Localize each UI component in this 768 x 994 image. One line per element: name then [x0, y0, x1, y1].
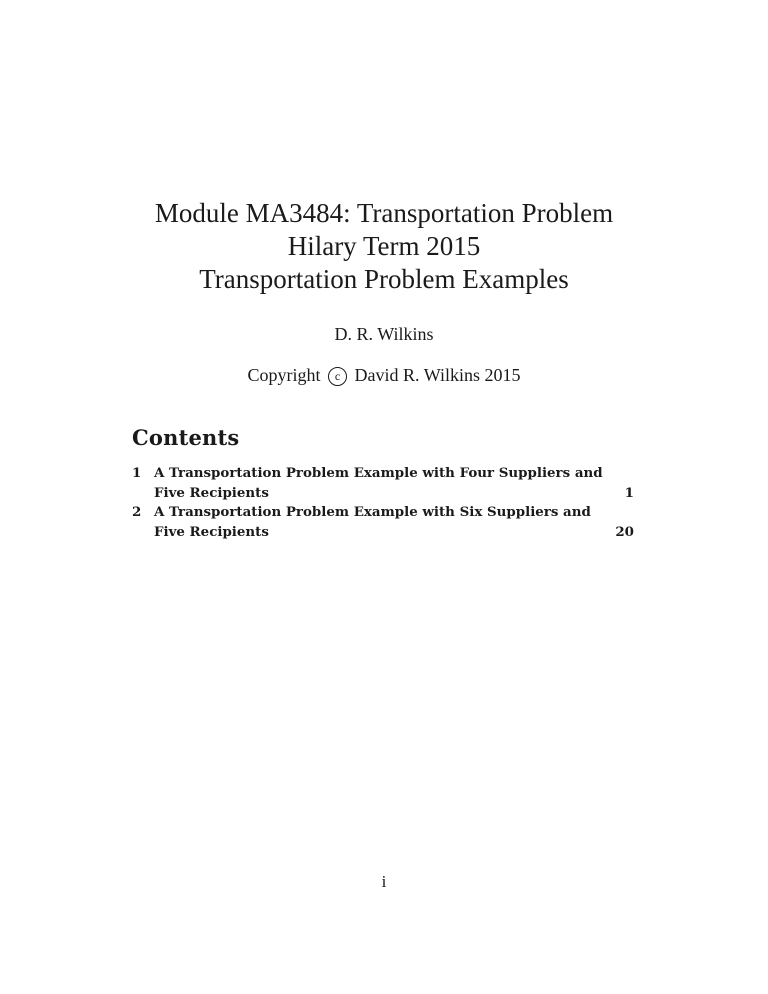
toc-entry-title [154, 463, 603, 503]
toc-entry-title [154, 502, 594, 542]
page-number: i [381, 872, 387, 891]
copyright-notice [0, 365, 768, 386]
toc-entry-title-line: Five Recipients [154, 485, 269, 501]
toc-entry-title-line: A Transportation Problem Example with Six Suppliers and [154, 504, 591, 520]
toc-entry-title-line: A Transportation Problem Example with Four Suppliers and [154, 465, 603, 481]
title-line-subject: Transportation Problem Examples [199, 264, 569, 294]
toc-entry-page: 20 [615, 524, 634, 540]
copyright-prefix: Copyright [247, 365, 321, 385]
toc-entry-number: 1 [132, 465, 142, 481]
toc-entry-page: 1 [624, 485, 634, 501]
author-name: D. R. Wilkins [334, 324, 434, 344]
copyright-holder: David R. Wilkins 2015 [354, 365, 521, 385]
document-title [0, 197, 768, 296]
copyright-icon: c [328, 367, 347, 386]
title-line-term: Hilary Term 2015 [287, 231, 481, 261]
toc-entry-title-line: Five Recipients [154, 524, 269, 540]
contents-heading: Contents [132, 425, 240, 450]
toc-entry-number: 2 [132, 504, 142, 520]
title-line-module: Module MA3484: Transportation Problem [154, 198, 614, 228]
